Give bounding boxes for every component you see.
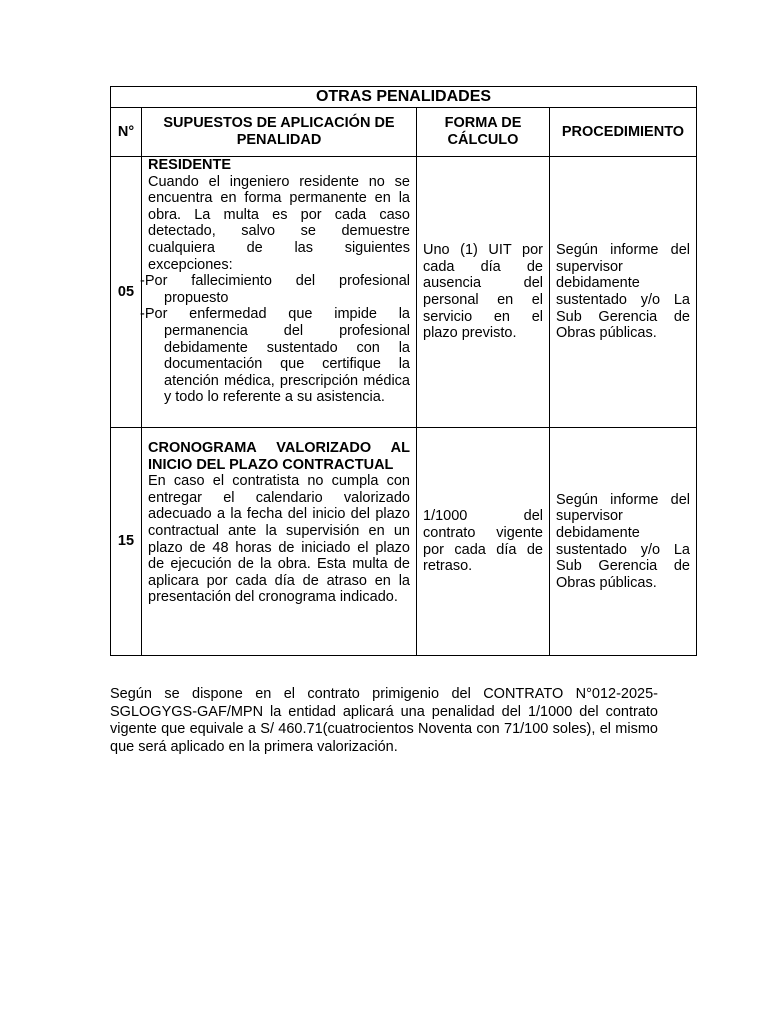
- procedimiento-cell: Según informe del supervisor debidamente sustentado y/o La Sub Gerencia de Obras públicas.: [550, 157, 697, 428]
- table-row: [111, 428, 697, 656]
- forma-calculo-cell: 1/1000 del contrato vigente por cada día de retraso.: [417, 428, 550, 656]
- header-supuestos: SUPUESTOS DE APLICACIÓN DE PENALIDAD: [142, 108, 417, 157]
- closing-paragraph: Según se dispone en el contrato primigenio del CONTRATO N°012-2025-SGLOGYGS-GAF/MPN la entidad aplicará una penalidad del 1/1000 del contrato vigente que equivale a S/ 460.71(cuatrocientos Noventa con 71/100 soles), el mismo que será aplicado en la primera valorización.: [110, 686, 658, 755]
- header-num: N°: [111, 108, 142, 157]
- row-number: 15: [111, 428, 142, 656]
- header-forma: FORMA DE CÁLCULO: [417, 108, 550, 157]
- supuesto-text: Cuando el ingeniero residente no se encuentra en forma permanente en la obra. La multa es por cada caso detectado, salvo se demuestre cualquiera de las siguientes excepciones:: [148, 173, 410, 273]
- supuesto-heading: CRONOGRAMA VALORIZADO AL INICIO DEL PLAZO CONTRACTUAL: [148, 440, 410, 473]
- header-procedimiento: PROCEDIMIENTO: [550, 108, 697, 157]
- exception-item: -Por enfermedad que impide la permanencia del profesional debidamente sustentado con la documentación que certifique la atención médica, prescripción médica y todo lo referente a su asistencia.: [140, 306, 410, 406]
- table-title: OTRAS PENALIDADES: [111, 87, 697, 108]
- penalties-table: [110, 86, 697, 656]
- forma-calculo-cell: Uno (1) UIT por cada día de ausencia del personal en el servicio en el plazo previsto.: [417, 157, 550, 428]
- supuesto-cell: [142, 157, 417, 428]
- supuesto-text: En caso el contratista no cumpla con entregar el calendario valorizado adecuado a la fecha del inicio del plazo contractual ante la supervisión en un plazo de 48 horas de iniciado el plazo de ejecución de la obra. Esta multa de aplicara por cada día de atraso en la presentación del cronograma indicado.: [148, 473, 410, 606]
- row-number: 05: [111, 157, 142, 428]
- procedimiento-cell: Según informe del supervisor debidamente sustentado y/o La Sub Gerencia de Obras públicas.: [550, 428, 697, 656]
- supuesto-cell: [142, 428, 417, 656]
- table-row: [111, 157, 697, 428]
- supuesto-heading: RESIDENTE: [148, 157, 231, 173]
- exception-item: -Por fallecimiento del profesional propuesto: [140, 273, 410, 306]
